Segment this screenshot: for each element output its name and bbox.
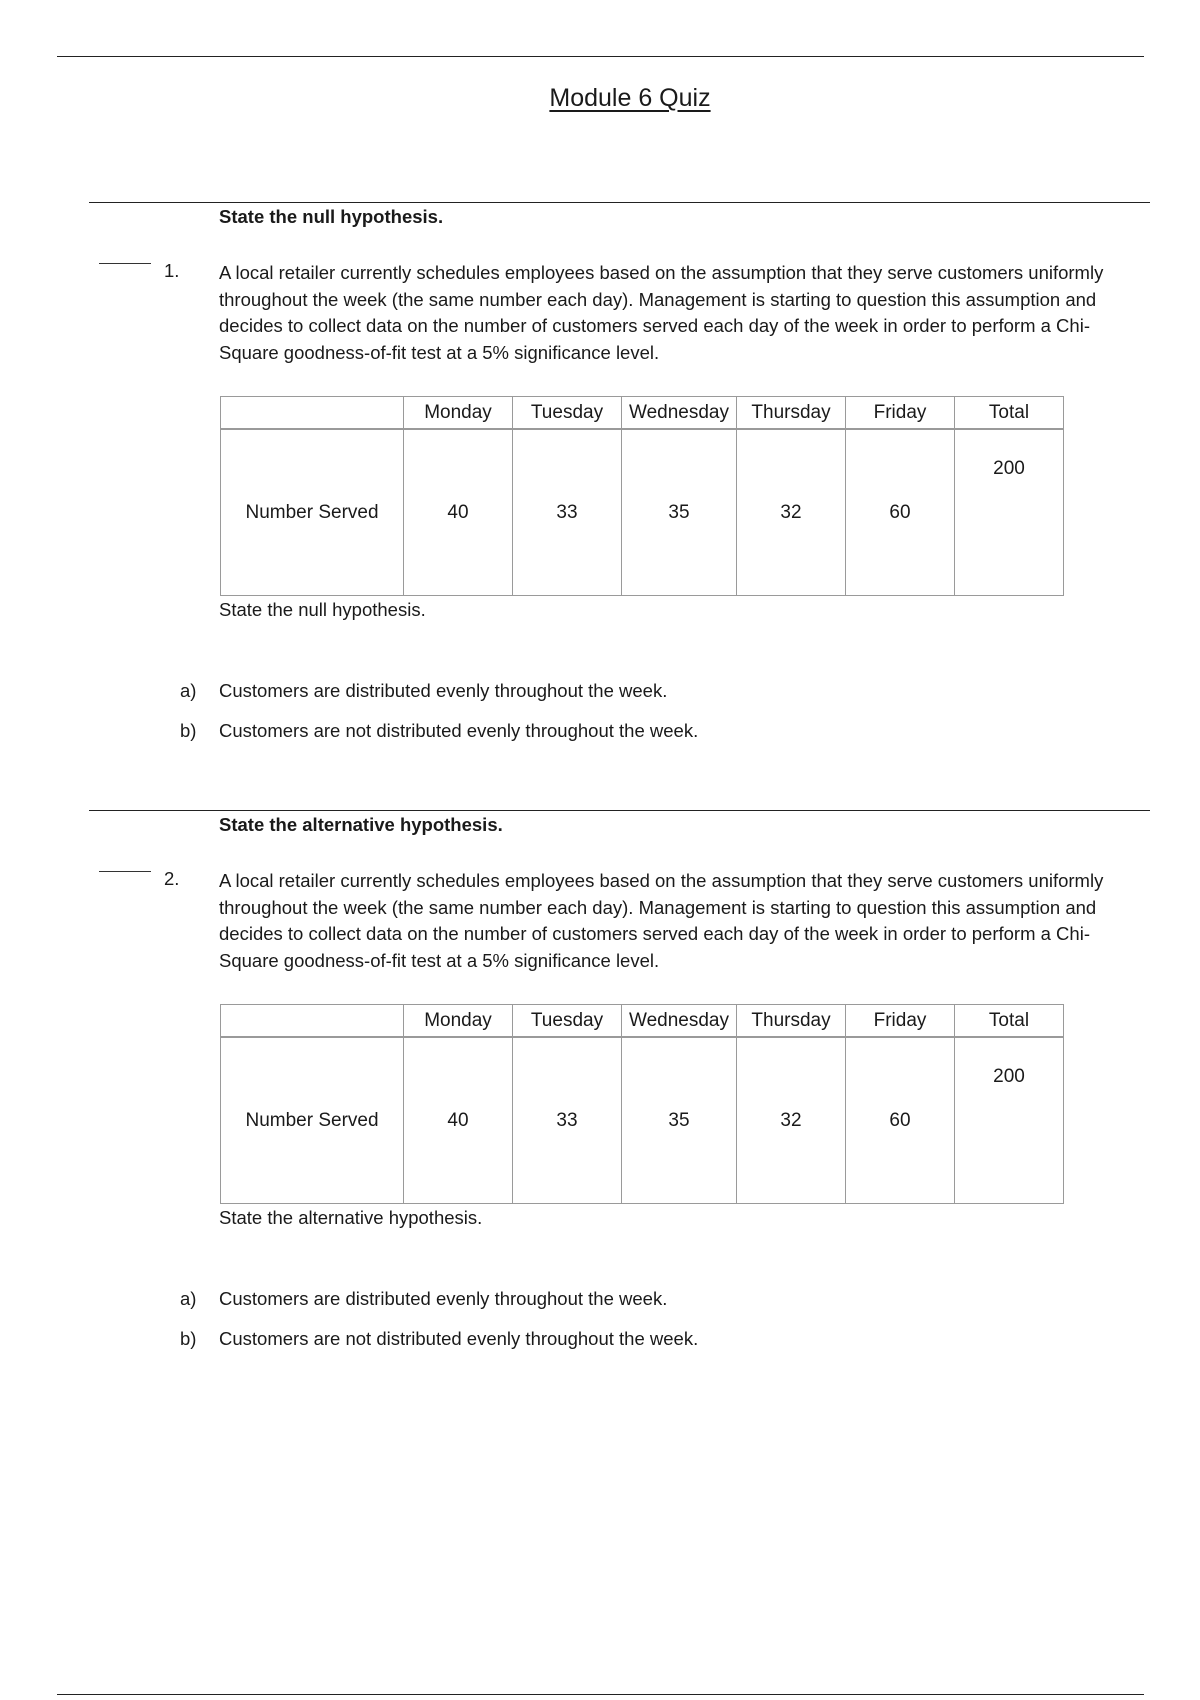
question-number: 2. [164,868,180,889]
table-header-cell: Thursday [737,1005,846,1038]
table-header-cell: Wednesday [622,397,737,430]
table-cell: 33 [513,1037,622,1204]
question-divider [89,202,1150,203]
table-row-label: Number Served [221,429,404,596]
option-text: Customers are not distributed evenly throughout the week. [219,1328,699,1349]
table-header-cell: Tuesday [513,397,622,430]
table-cell: 60 [846,429,955,596]
question-number: 1. [164,260,180,281]
option-letter: a) [180,680,197,701]
table-header-blank [221,1005,404,1038]
table-row [221,1037,1064,1204]
customers-table [220,1004,1064,1204]
answer-option-a[interactable] [180,1288,667,1310]
question-heading: State the alternative hypothesis. [219,814,503,835]
question-text: A local retailer currently schedules employees based on the assumption that they serve customers uniformly throughout the week (the same number each day). Management is starting to question this assumption and decides to collect data on the number of customers served each day of the week in order to perform a Chi-Square goodness-of-fit test at a 5% significance level. [219,262,1104,363]
question-prompt: State the null hypothesis. [219,599,426,620]
question-divider [89,810,1150,811]
option-letter: a) [180,1288,197,1309]
table-total-cell: 200 [955,1037,1064,1204]
table-cell: 35 [622,1037,737,1204]
table-cell: 33 [513,429,622,596]
table-header-row [221,1005,1064,1038]
table-cell: 40 [404,1037,513,1204]
table-row-label: Number Served [221,1037,404,1204]
table-header-cell: Thursday [737,397,846,430]
answer-option-b[interactable] [180,720,698,742]
table-header-cell: Monday [404,397,513,430]
table-cell: 35 [622,429,737,596]
table-cell: 32 [737,429,846,596]
question-prompt: State the alternative hypothesis. [219,1207,483,1228]
page-top-rule [57,56,1144,57]
table-header-total: Total [955,397,1064,430]
answer-option-a[interactable] [180,680,667,702]
table-total-cell: 200 [955,429,1064,596]
table-header-cell: Friday [846,1005,955,1038]
table-cell: 40 [404,429,513,596]
option-text: Customers are not distributed evenly throughout the week. [219,720,699,741]
table-header-total: Total [955,1005,1064,1038]
page-bottom-rule [57,1694,1144,1695]
table-header-row [221,397,1064,430]
option-letter: b) [180,720,197,741]
option-text: Customers are distributed evenly throughout the week. [219,680,668,701]
answer-blank[interactable] [99,263,151,264]
table-cell: 32 [737,1037,846,1204]
option-text: Customers are distributed evenly throughout the week. [219,1288,668,1309]
table-row [221,429,1064,596]
page-title-text: Module 6 Quiz [549,84,711,112]
customers-table [220,396,1064,596]
answer-blank[interactable] [99,871,151,872]
table-header-blank [221,397,404,430]
question-text: A local retailer currently schedules employees based on the assumption that they serve customers uniformly throughout the week (the same number each day). Management is starting to question this assumption and decides to collect data on the number of customers served each day of the week in order to perform a Chi-Square goodness-of-fit test at a 5% significance level. [219,870,1104,971]
page-title [0,84,1200,113]
table-header-cell: Monday [404,1005,513,1038]
option-letter: b) [180,1328,197,1349]
table-cell: 60 [846,1037,955,1204]
answer-option-b[interactable] [180,1328,698,1350]
table-header-cell: Friday [846,397,955,430]
question-heading: State the null hypothesis. [219,206,444,227]
table-header-cell: Tuesday [513,1005,622,1038]
table-header-cell: Wednesday [622,1005,737,1038]
